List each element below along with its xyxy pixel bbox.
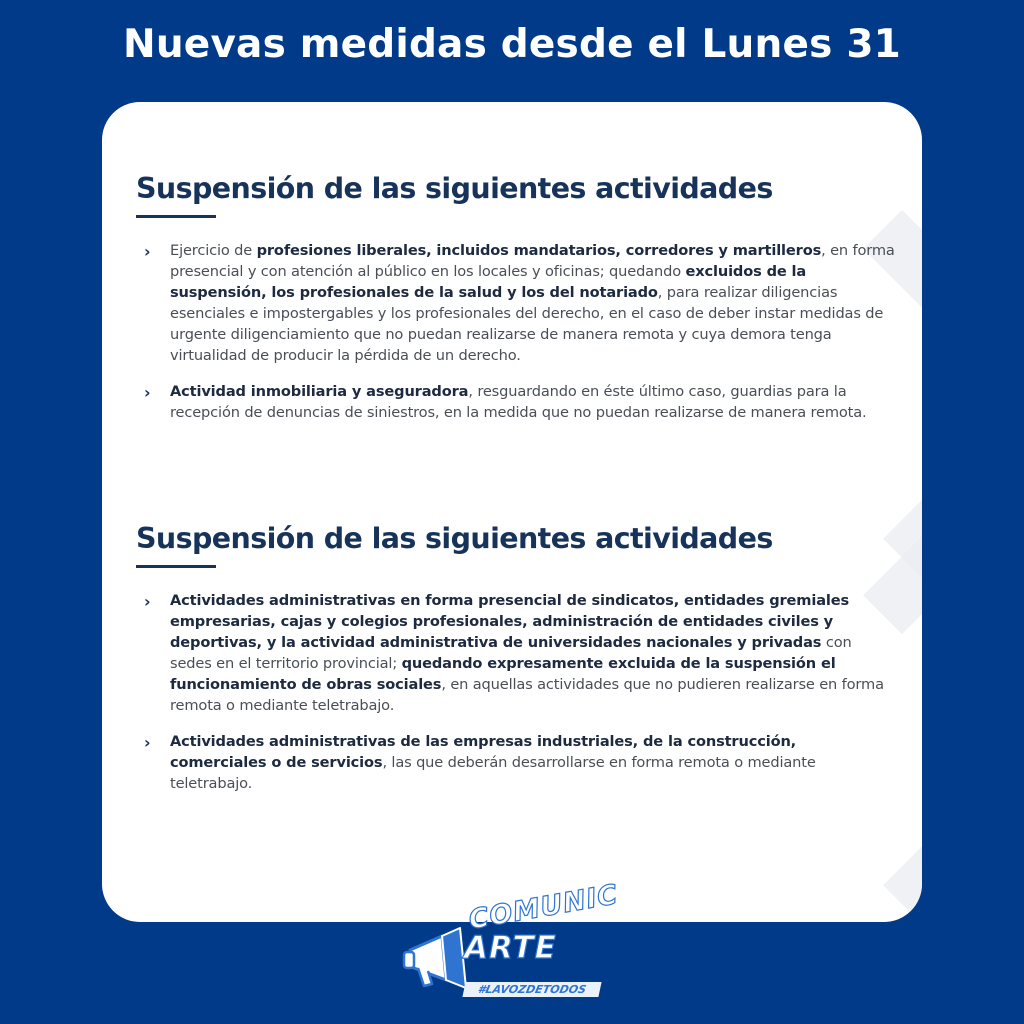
logo-tagline: #LAVOZDETODOS xyxy=(462,982,601,997)
list-item-text xyxy=(170,383,867,421)
text-segment: , resguardando en éste último caso, guardias para la recepción de denuncias de siniestros, en la medida que no puedan realizarse de manera remota. xyxy=(170,383,867,421)
page-headline: Nuevas medidas desde el Lunes 31 xyxy=(122,22,901,67)
chevron-right-icon: › xyxy=(144,242,151,261)
text-segment: con sedes en el territorio provincial; xyxy=(170,634,852,672)
content-card xyxy=(102,102,922,922)
text-segment: , las que deberán desarrollarse en forma remota o mediante teletrabajo. xyxy=(170,754,816,792)
text-segment: , para realizar diligencias esenciales e impostergables y los profesionales del derecho, en el caso de deber instar medidas de urgente diligenciamiento que no puedan realizarse de manera remota y cuya demora tenga virtualidad de producir la pérdida de un derecho. xyxy=(170,284,884,364)
chevron-right-icon: › xyxy=(144,592,151,611)
bold-text: Actividad inmobiliaria y aseguradora xyxy=(170,383,469,400)
list-item xyxy=(136,240,896,366)
section-suspension-1 xyxy=(136,172,896,438)
text-segment: , en aquellas actividades que no pudieren realizarse en forma remota o mediante teletrabajo. xyxy=(170,676,884,714)
section-title: Suspensión de las siguientes actividades xyxy=(136,172,773,205)
chevron-right-icon: › xyxy=(144,383,151,402)
bold-text: excluidos de la suspensión, los profesionales de la salud y los del notariado xyxy=(170,263,807,301)
chevron-right-icon: › xyxy=(144,733,151,752)
list-item-text xyxy=(170,733,816,792)
section-title: Suspensión de las siguientes actividades xyxy=(136,522,773,555)
text-segment: Ejercicio de xyxy=(170,242,257,259)
logo-wordmark-bottom: ARTE xyxy=(464,930,557,966)
list-item-text xyxy=(170,242,895,364)
text-segment: , en forma presencial y con atención al público en los locales y oficinas; quedando xyxy=(170,242,895,280)
list-item xyxy=(136,381,896,423)
section-underline xyxy=(136,215,216,218)
section-suspension-2 xyxy=(136,522,896,809)
comunicarte-logo xyxy=(402,879,621,1015)
logo-wordmark-top: COMUNIC xyxy=(466,879,621,936)
bold-text: Actividades administrativas en forma presencial de sindicatos, entidades gremiales empresarias, cajas y colegios profesionales, administración de entidades civiles y deportivas, y la actividad administrativa de universidades nacionales y privadas xyxy=(170,592,850,651)
list-item xyxy=(136,590,896,716)
list-item-text xyxy=(170,592,884,714)
section-underline xyxy=(136,565,216,568)
bold-text: quedando expresamente excluida de la suspensión el funcionamiento de obras sociales xyxy=(170,655,836,693)
bold-text: profesiones liberales, incluidos mandatarios, corredores y martilleros xyxy=(256,242,822,259)
list-item xyxy=(136,731,896,794)
bold-text: Actividades administrativas de las empresas industriales, de la construcción, comerciales o de servicios xyxy=(170,733,797,771)
